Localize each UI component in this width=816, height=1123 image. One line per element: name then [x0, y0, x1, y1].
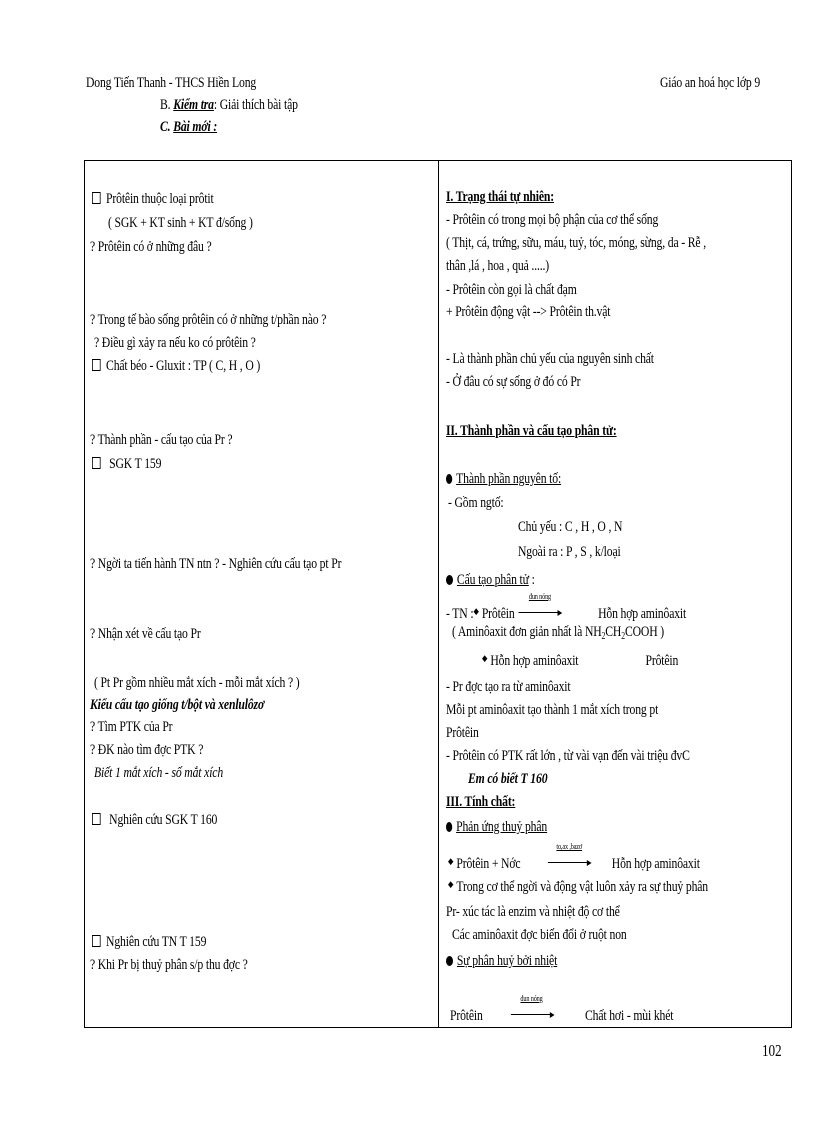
- subheading-2: Cấu tạo phân tử :: [446, 573, 535, 588]
- left-line-17: Nghiên cứu TN T 159: [92, 935, 206, 950]
- section-heading-2: II. Thành phần và cấu tạo phân tử:: [446, 423, 617, 439]
- left-line-16: Nghiên cứu SGK T 160: [92, 813, 217, 828]
- right-line-9: Chủ yếu : C , H , O , N: [518, 519, 623, 535]
- reaction-arrow-1: đun nóng: [517, 602, 562, 616]
- column-divider: [438, 160, 439, 1028]
- arrow-right-icon: [549, 1012, 554, 1018]
- page-number: 102: [762, 1041, 782, 1060]
- left-line-6: Chất béo - Gluxit : TP ( C, H , O ): [92, 359, 260, 374]
- right-line-6: - Là thành phần chủ yếu của nguyên sinh chất: [446, 351, 654, 367]
- checkbox-icon: [92, 457, 101, 469]
- right-line-17: - Prôtêin có PTK rất lớn , từ vài vạn đến vài triệu đvC: [446, 748, 690, 764]
- left-line-12: Kiểu cấu tạo giống t/bột và xenlulôzơ: [90, 697, 265, 713]
- section-b-label: Kiểm tra: [173, 97, 214, 113]
- number-one-icon: [446, 474, 452, 484]
- left-line-10: ? Nhận xét về cấu tạo Pr: [90, 626, 201, 642]
- right-line-1: - Prôtêin có trong mọi bộ phận của cơ thể sống: [446, 212, 659, 228]
- right-line-20: ◆ Trong cơ thể ngời và động vật luôn xảy ra sự thuỷ phân: [448, 879, 709, 895]
- subheading-1: Thành phần nguyên tố:: [446, 472, 561, 487]
- number-two-icon: [446, 956, 453, 966]
- right-line-21: Pr- xúc tác là enzim và nhiệt độ cơ thể: [446, 904, 620, 920]
- left-line-8: SGK T 159: [92, 457, 161, 472]
- arrow-right-icon: [587, 860, 592, 866]
- header-title: Giáo an hoá học lớp 9: [660, 75, 761, 91]
- left-line-4: ? Trong tế bào sống prôtêin có ở những t/phần nào ?: [90, 312, 327, 328]
- checkbox-icon: [92, 935, 101, 947]
- section-c: [160, 120, 217, 135]
- section-b-prefix: B.: [160, 97, 171, 113]
- right-line-12: ( Aminôaxit đơn giản nhất là $NH_2CH_2COOH$ ): [452, 624, 665, 642]
- section-c-prefix: C.: [160, 119, 171, 135]
- bullet-icon: ◆: [473, 606, 479, 616]
- left-line-18: ? Khi Pr bị thuỷ phân s/p thu đợc ?: [90, 957, 248, 973]
- section-heading-3: III. Tính chất:: [446, 794, 516, 810]
- left-line-9: ? Ngời ta tiến hành TN ntn ? - Nghiên cứu cấu tạo pt Pr: [90, 556, 342, 572]
- left-line-5: ? Điều gì xảy ra nếu ko có prôtêin ?: [94, 335, 256, 351]
- right-line-8: - Gồm ngtố:: [448, 495, 504, 511]
- bullet-icon: ◆: [482, 653, 488, 663]
- number-two-icon: [446, 575, 453, 585]
- right-line-5: + Prôtêin động vật --> Prôtêin th.vật: [446, 304, 611, 320]
- subheading-3: Phản ứng thuỷ phân: [446, 820, 547, 835]
- right-line-22: Các aminôaxit đợc biến đổi ở ruột non: [452, 927, 627, 943]
- right-line-2: ( Thịt, cá, trứng, sữu, máu, tuỷ, tóc, móng, sừng, da - Rễ ,: [446, 235, 706, 251]
- right-line-19: ◆ Prôtêin + Nớc to,ax ,bazơ Hỗn hợp aminôaxit: [448, 842, 700, 872]
- header-author: Dong Tiến Thanh - THCS Hiền Long: [86, 75, 257, 91]
- checkbox-icon: [92, 813, 101, 825]
- arrow-right-icon: [558, 610, 563, 616]
- section-c-label: Bài mới :: [173, 119, 218, 135]
- right-line-11: - TN :◆ Prôtêin đun nóng Hỗn hợp aminôaxit: [446, 592, 687, 622]
- checkbox-icon: [92, 192, 101, 204]
- bullet-icon: ◆: [448, 856, 454, 866]
- right-line-14: - Pr đợc tạo ra từ aminôaxit: [446, 679, 571, 695]
- right-line-23: Prôtêin đun nóng Chất hơi - mùi khét: [450, 994, 674, 1024]
- section-b: [160, 98, 298, 113]
- subheading-4: Sự phân huỷ bởi nhiệt: [446, 954, 557, 969]
- right-line-3: thân ,lá , hoa , quả .....): [446, 258, 550, 274]
- right-line-10: Ngoài ra : P , S , k/loại: [518, 544, 621, 560]
- reaction-arrow-3: đun nóng: [509, 1004, 554, 1018]
- section-b-text: : Giải thích bài tập: [213, 97, 298, 113]
- left-line-3: ? Prôtêin có ở những đâu ?: [90, 239, 212, 255]
- left-line-14: ? ĐK nào tìm đợc PTK ?: [90, 742, 204, 758]
- right-line-7: - Ở đâu có sự sống ở đó có Pr: [446, 374, 581, 390]
- left-line-13: ? Tìm PTK của Pr: [90, 719, 173, 735]
- section-heading-1: I. Trạng thái tự nhiên:: [446, 189, 555, 205]
- left-line-7: ? Thành phần - cấu tạo của Pr ?: [90, 432, 233, 448]
- left-line-2: ( SGK + KT sinh + KT đ/sống ): [108, 215, 253, 231]
- left-line-15: Biết 1 mắt xích - số mắt xích: [94, 765, 224, 781]
- bullet-icon: ◆: [448, 879, 454, 889]
- left-line-1: Prôtêin thuộc loại prôtit: [92, 192, 214, 207]
- reaction-arrow-2: to,ax ,bazơ: [547, 852, 592, 866]
- number-one-icon: [446, 822, 452, 832]
- right-line-15: Mỗi pt aminôaxit tạo thành 1 mắt xích trong pt: [446, 702, 659, 718]
- right-line-13: ◆ Hỗn hợp aminôaxit Prôtêin: [482, 653, 679, 669]
- checkbox-icon: [92, 359, 101, 371]
- left-line-11: ( Pt Pr gồm nhiều mắt xích - mỗi mắt xích ? ): [94, 675, 300, 691]
- right-line-18: Em có biết T 160: [468, 771, 548, 787]
- right-line-16: Prôtêin: [446, 725, 479, 741]
- right-line-4: - Prôtêin còn gọi là chất đạm: [446, 282, 577, 298]
